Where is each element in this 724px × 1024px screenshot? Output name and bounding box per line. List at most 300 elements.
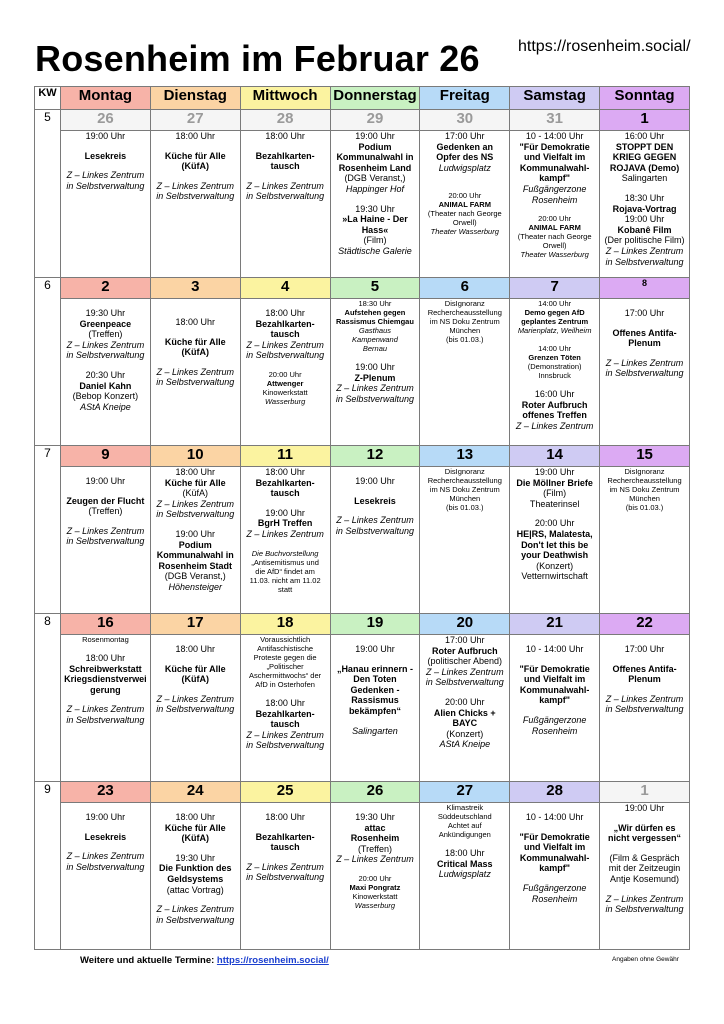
event-line: 18:00 Uhr — [85, 653, 126, 663]
day-events-cell — [240, 131, 330, 278]
event-line: Happinger Hof — [345, 183, 404, 194]
event-line: Z – Linkes Zentrum — [605, 245, 684, 256]
event-line: Z – Linkes Zentrum — [605, 357, 684, 368]
event-line: in Selbstverwaltung — [156, 377, 235, 388]
spacer — [600, 635, 689, 644]
event-line: in Selbstverwaltung — [246, 350, 325, 361]
spacer — [151, 299, 240, 308]
event-line: Kommunalwahl in — [156, 550, 234, 561]
event-line: tausch — [270, 329, 300, 340]
event-line: 17:00 Uhr — [624, 308, 665, 318]
spacer — [151, 844, 240, 853]
spacer — [331, 635, 420, 644]
event-line: Rosenheim Land — [338, 162, 412, 173]
event-line: Voraussichtlich — [260, 635, 311, 644]
day-number: 29 — [330, 110, 420, 131]
event-line: 19:00 Uhr — [85, 476, 126, 486]
day-number: 11 — [240, 446, 330, 467]
event-line: 19:00 Uhr — [534, 467, 575, 477]
spacer — [151, 685, 240, 694]
event-line: 17:00 Uhr — [445, 635, 485, 645]
event-line: bekämpfen“ — [348, 705, 401, 716]
event-line: Süddeutschland — [437, 812, 492, 821]
event-line: AStA Kneipe — [80, 401, 131, 412]
day-number: 27 — [150, 110, 240, 131]
event-line: 20:00 Uhr — [445, 696, 485, 707]
day-events-cell — [600, 299, 690, 446]
week-number: 8 — [35, 614, 61, 782]
spacer — [510, 655, 599, 664]
event-line: (KüfA) — [181, 347, 210, 358]
event-line: Z – Linkes Zentrum — [515, 420, 594, 431]
spacer — [61, 517, 150, 526]
event-line: Salingarten — [352, 725, 398, 736]
day-number: 4 — [240, 278, 330, 299]
event-line: Critical Mass — [437, 858, 493, 869]
event-line: Kinowerkstatt — [352, 891, 398, 901]
event-line: HE|RS, Malatesta, — [516, 528, 593, 539]
footer-link[interactable]: https://rosenheim.social/ — [216, 955, 329, 966]
event-line: Alien Chicks + — [433, 707, 496, 718]
event-line: Innsbruck — [538, 371, 571, 380]
event-line: Rechercheausstellung — [427, 476, 502, 485]
event-line: Kinowerkstatt — [262, 387, 308, 397]
event-line: Maxi Pongratz — [349, 882, 401, 892]
event-line: 20:00 Uhr — [268, 369, 302, 379]
event-line: 18:00 Uhr — [175, 644, 216, 654]
event-line: „Hanau erinnern - — [336, 663, 413, 674]
event-line: Höhensteiger — [168, 581, 223, 592]
event-line: Rosenmontag — [82, 635, 129, 644]
event-line: (Film & Gespräch — [609, 852, 680, 863]
event-line: Rechercheausstellung — [607, 476, 682, 485]
event-line: Rassismus Chiemgau — [335, 317, 414, 326]
event-line: Z – Linkes Zentrum — [156, 904, 235, 915]
event-line: die AfD“ findet am — [255, 566, 315, 576]
event-line: Schreibwerkstatt — [69, 663, 142, 674]
event-line: Opfer des NS — [436, 152, 494, 163]
event-line: "Für Demokratie — [519, 831, 590, 842]
spacer — [600, 885, 689, 894]
event-line: Lesekreis — [84, 150, 127, 161]
event-line: 17:00 Uhr — [445, 131, 485, 141]
event-line: AStA Kneipe — [439, 739, 491, 750]
day-number: 21 — [510, 614, 600, 635]
day-events-cell — [240, 635, 330, 782]
spacer — [61, 299, 150, 308]
event-line: STOPPT DEN — [615, 141, 674, 152]
event-line: Z – Linkes Zentrum — [426, 666, 504, 677]
event-line: Den Toten — [353, 674, 397, 685]
day-events-cell — [240, 803, 330, 950]
spacer — [600, 299, 689, 308]
spacer — [241, 689, 330, 698]
day-events-cell — [600, 803, 690, 950]
spacer — [61, 161, 150, 170]
weekday-header-montag: Montag — [61, 87, 151, 110]
event-line: BgrH Treffen — [257, 518, 313, 529]
event-line: Aufstehen gegen — [344, 308, 406, 317]
week-number: 6 — [35, 278, 61, 446]
event-line: Z – Linkes Zentrum — [66, 525, 145, 536]
spacer — [241, 853, 330, 862]
spacer — [510, 509, 599, 518]
event-line: Kommunalwahl- — [519, 162, 590, 173]
event-line: (Theater nach George — [427, 209, 502, 219]
spacer — [151, 308, 240, 317]
event-line: Fußgängerzone — [522, 882, 587, 893]
spacer — [331, 655, 420, 664]
day-events-cell — [61, 467, 151, 614]
event-line: Bernau — [362, 344, 388, 353]
spacer — [600, 844, 689, 853]
spacer — [510, 205, 599, 214]
event-line: Bezahlkarten- — [255, 708, 315, 719]
event-line: in Selbstverwaltung — [605, 904, 684, 915]
footer-note — [80, 955, 329, 966]
spacer — [510, 335, 599, 344]
event-line: Rosenheim — [350, 833, 400, 844]
weekday-header-sonntag: Sonntag — [600, 87, 690, 110]
event-line: im NS Doku Zentrum — [429, 317, 500, 326]
event-line: Z – Linkes Zentrum — [246, 180, 324, 191]
day-number: 14 — [510, 446, 600, 467]
event-line: Theaterinsel — [529, 498, 580, 509]
spacer — [241, 803, 330, 812]
day-events-cell — [330, 299, 420, 446]
event-line: Rosenheim — [531, 725, 578, 736]
spacer — [420, 688, 509, 697]
event-line: 17:00 Uhr — [624, 644, 665, 654]
event-line: 19:00 Uhr — [355, 476, 395, 486]
event-line: nicht vergessen“ — [608, 833, 682, 844]
event-line: „Wir dürfen es — [613, 822, 676, 833]
day-events-cell — [61, 299, 151, 446]
event-line: Z – Linkes Zentrum — [336, 854, 414, 865]
footer-text: Weitere und aktuelle Termine: — [80, 955, 217, 966]
event-line: Bezahlkarten- — [255, 831, 315, 842]
week-events-row — [35, 299, 690, 446]
event-line: in Selbstverwaltung — [66, 714, 145, 725]
event-line: Klimastreik — [446, 803, 484, 812]
event-line: Attwenger — [266, 378, 304, 388]
disclaimer: Angaben ohne Gewähr — [612, 956, 679, 963]
event-line: in Selbstverwaltung — [335, 393, 414, 404]
event-line: 10 - 14:00 Uhr — [525, 131, 584, 141]
event-line: 18:00 Uhr — [175, 812, 216, 822]
day-number: 18 — [240, 614, 330, 635]
week-number: 5 — [35, 110, 61, 278]
event-line: 19:30 Uhr — [355, 812, 395, 822]
event-line: Die Möllner Briefe — [516, 477, 593, 488]
day-events-cell — [510, 467, 600, 614]
event-line: 19:30 Uhr — [175, 852, 216, 863]
event-line: (DGB Veranst,) — [344, 173, 406, 184]
event-line: kampf" — [539, 173, 571, 184]
event-line: in Selbstverwaltung — [156, 914, 235, 925]
event-line: DisIgnoranz — [444, 467, 485, 476]
event-line: 19:00 Uhr — [85, 131, 126, 141]
event-line: Hass« — [361, 224, 389, 235]
event-line: 18:30 Uhr — [358, 299, 392, 308]
site-url[interactable]: https://rosenheim.social/ — [518, 38, 691, 55]
day-number: 19 — [330, 614, 420, 635]
spacer — [600, 319, 689, 328]
event-line: 14:00 Uhr — [538, 299, 572, 308]
event-line: Z – Linkes Zentrum — [336, 383, 414, 394]
event-line: Gedenken an — [436, 141, 494, 152]
event-line: Z – Linkes Zentrum — [66, 170, 145, 181]
event-line: Salingarten — [621, 173, 668, 184]
day-number: 26 — [61, 110, 151, 131]
event-line: 11.03. nicht am 11.02 — [249, 575, 321, 585]
day-number: 8 — [600, 278, 690, 299]
day-number: 26 — [330, 782, 420, 803]
event-line: 18:30 Uhr — [624, 192, 665, 203]
event-line: DisIgnoranz — [624, 467, 665, 476]
spacer — [600, 349, 689, 358]
event-line: Bezahlkarten- — [255, 477, 315, 488]
event-line: 19:00 Uhr — [355, 644, 395, 654]
spacer — [241, 299, 330, 308]
event-line: Rechercheausstellung — [427, 308, 502, 317]
event-line: 19:00 Uhr — [85, 812, 126, 822]
event-line: (KüfA) — [182, 488, 209, 499]
weekday-header-freitag: Freitag — [420, 87, 510, 110]
event-line: Z – Linkes Zentrum — [246, 528, 324, 539]
event-line: Rosenheim Stadt — [158, 560, 233, 571]
day-events-cell — [330, 131, 420, 278]
day-events-cell — [150, 131, 240, 278]
event-line: 16:00 Uhr — [534, 389, 575, 399]
event-line: 18:00 Uhr — [265, 698, 305, 708]
week-events-row — [35, 131, 690, 278]
event-line: (KüfA) — [181, 674, 210, 685]
calendar-table — [34, 86, 690, 950]
event-line: Plenum — [628, 338, 661, 349]
event-line: Roter Aufbruch — [521, 399, 588, 410]
spacer — [151, 895, 240, 904]
event-line: (Treffen) — [88, 329, 123, 340]
event-line: Geldsystems — [167, 873, 224, 884]
event-line: Küche für Alle — [164, 663, 226, 674]
day-events-cell — [240, 299, 330, 446]
event-line: Don't let this be — [521, 539, 589, 550]
event-line: BAYC — [452, 718, 478, 729]
event-line: Rosenheim — [531, 194, 578, 205]
event-line: your Deathwish — [521, 550, 589, 561]
event-line: statt — [278, 584, 293, 594]
spacer — [151, 655, 240, 664]
spacer — [151, 520, 240, 529]
event-line: (bis 01.03.) — [446, 503, 484, 512]
event-line: kampf" — [539, 695, 571, 706]
event-line: Bezahlkarten- — [255, 150, 315, 161]
event-line: (KüfA) — [181, 833, 210, 844]
event-line: Wasserburg — [354, 900, 396, 910]
event-line: (Konzert) — [446, 728, 484, 739]
event-line: Roter Aufbruch — [431, 645, 498, 656]
event-line: Z – Linkes Zentrum — [156, 366, 235, 377]
day-events-cell — [330, 467, 420, 614]
weekday-header-samstag: Samstag — [510, 87, 600, 110]
event-line: 19:00 Uhr — [624, 214, 665, 225]
day-number: 28 — [510, 782, 600, 803]
event-line: in Selbstverwaltung — [246, 872, 325, 883]
day-number: 24 — [150, 782, 240, 803]
event-line: 19:00 Uhr — [265, 507, 305, 518]
day-number: 5 — [330, 278, 420, 299]
event-line: in Selbstverwaltung — [66, 536, 145, 547]
day-events-cell — [150, 467, 240, 614]
day-events-cell — [510, 299, 600, 446]
spacer — [510, 706, 599, 715]
event-line: Orwell) — [542, 241, 567, 251]
day-events-cell — [510, 635, 600, 782]
event-line: Küche für Alle — [164, 336, 226, 347]
event-line: (Film) — [363, 235, 387, 246]
spacer — [510, 874, 599, 883]
event-line: Ankündigungen — [438, 830, 491, 839]
week-date-row — [35, 614, 690, 635]
event-line: Demo gegen AfD — [524, 308, 585, 317]
day-events-cell — [420, 467, 510, 614]
event-line: München — [449, 326, 481, 335]
event-line: 18:00 Uhr — [175, 467, 216, 477]
event-line: (Treffen) — [357, 843, 392, 854]
spacer — [510, 823, 599, 832]
event-line: in Selbstverwaltung — [605, 704, 684, 715]
event-line: (Theater nach George — [517, 232, 592, 242]
day-number: 10 — [150, 446, 240, 467]
event-line: 20:00 Uhr — [534, 518, 575, 529]
spacer — [151, 172, 240, 181]
event-line: in Selbstverwaltung — [156, 704, 235, 715]
event-line: Städtische Galerie — [338, 245, 412, 256]
event-line: Die Funktion des — [159, 863, 232, 874]
week-date-row — [35, 278, 690, 299]
event-line: attac — [364, 822, 386, 833]
event-line: Podium — [178, 539, 212, 550]
spacer — [600, 655, 689, 664]
weekday-header-row — [35, 87, 690, 110]
spacer — [151, 635, 240, 644]
day-events-cell — [240, 467, 330, 614]
week-events-row — [35, 803, 690, 950]
event-line: Orwell) — [452, 218, 477, 228]
event-line: geplantes Zentrum — [521, 317, 589, 326]
weekday-header-donnerstag: Donnerstag — [330, 87, 420, 110]
event-line: 20:30 Uhr — [85, 369, 126, 380]
event-line: ANIMAL FARM — [438, 200, 491, 210]
event-line: Kommunalwahl- — [519, 684, 590, 695]
day-number: 1 — [600, 782, 690, 803]
event-line: 10 - 14:00 Uhr — [525, 644, 584, 654]
event-line: Kriegsdienstverwei — [64, 674, 147, 685]
spacer — [331, 803, 420, 812]
event-line: Podium — [358, 141, 392, 152]
event-line: Z-Plenum — [354, 372, 396, 383]
day-number: 30 — [420, 110, 510, 131]
event-line: 19:30 Uhr — [85, 308, 126, 318]
event-line: 10 - 14:00 Uhr — [525, 812, 584, 822]
event-line: Wasserburg — [264, 396, 306, 406]
event-line: Z – Linkes Zentrum — [66, 704, 145, 715]
event-line: (KüfA) — [181, 161, 210, 172]
event-line: KRIEG GEGEN — [612, 152, 677, 163]
day-events-cell — [420, 803, 510, 950]
event-line: in Selbstverwaltung — [246, 191, 325, 202]
event-line: Z – Linkes Zentrum — [156, 693, 235, 704]
spacer — [61, 803, 150, 812]
spacer — [600, 814, 689, 823]
event-line: Antifaschistische — [257, 644, 314, 653]
spacer — [420, 839, 509, 848]
event-line: Z – Linkes Zentrum — [605, 893, 684, 904]
spacer — [241, 142, 330, 151]
event-line: 20:00 Uhr — [448, 191, 482, 201]
event-line: tausch — [270, 719, 300, 730]
spacer — [61, 644, 150, 653]
event-line: in Selbstverwaltung — [156, 191, 235, 202]
event-line: Küche für Alle — [164, 477, 226, 488]
day-number: 1 — [600, 110, 690, 131]
event-line: mit der Zeitzeugin — [608, 863, 681, 874]
day-events-cell — [330, 803, 420, 950]
day-events-cell — [61, 131, 151, 278]
event-line: Rosenheim — [531, 893, 578, 904]
spacer — [151, 803, 240, 812]
spacer — [241, 172, 330, 181]
day-events-cell — [600, 467, 690, 614]
day-events-cell — [150, 803, 240, 950]
event-line: in Selbstverwaltung — [425, 677, 504, 688]
spacer — [331, 487, 420, 496]
weekday-header-mittwoch: Mittwoch — [240, 87, 330, 110]
day-number: 23 — [61, 782, 151, 803]
spacer — [61, 467, 150, 476]
event-line: Antje Kosemund) — [610, 873, 680, 884]
event-line: Küche für Alle — [164, 822, 226, 833]
event-line: kampf" — [539, 863, 571, 874]
spacer — [241, 361, 330, 370]
event-line: gerung — [90, 684, 121, 695]
event-line: Z – Linkes Zentrum — [156, 180, 235, 191]
event-line: Daniel Kahn — [79, 380, 132, 391]
day-events-cell — [600, 131, 690, 278]
day-events-cell — [420, 131, 510, 278]
event-line: (Treffen) — [88, 506, 123, 517]
page-title: Rosenheim im Februar 26 — [35, 38, 480, 79]
day-number: 17 — [150, 614, 240, 635]
event-line: 18:00 Uhr — [265, 308, 305, 318]
day-number: 12 — [330, 446, 420, 467]
week-events-row — [35, 635, 690, 782]
event-line: 14:00 Uhr — [538, 344, 572, 353]
event-line: in Selbstverwaltung — [605, 256, 684, 267]
event-line: Z – Linkes Zentrum — [156, 498, 235, 509]
event-line: im NS Doku Zentrum — [429, 485, 500, 494]
event-line: DisIgnoranz — [444, 299, 485, 308]
event-line: Lesekreis — [354, 495, 396, 506]
event-line: (attac Vortrag) — [166, 884, 224, 895]
event-line: Rojava-Vortrag — [612, 203, 677, 214]
event-line: Ludwigsplatz — [438, 869, 491, 880]
spacer — [600, 184, 689, 193]
spacer — [420, 173, 509, 182]
event-line: (politischer Abend) — [427, 656, 503, 667]
event-line: Aschermittwochs“ der — [249, 671, 322, 680]
